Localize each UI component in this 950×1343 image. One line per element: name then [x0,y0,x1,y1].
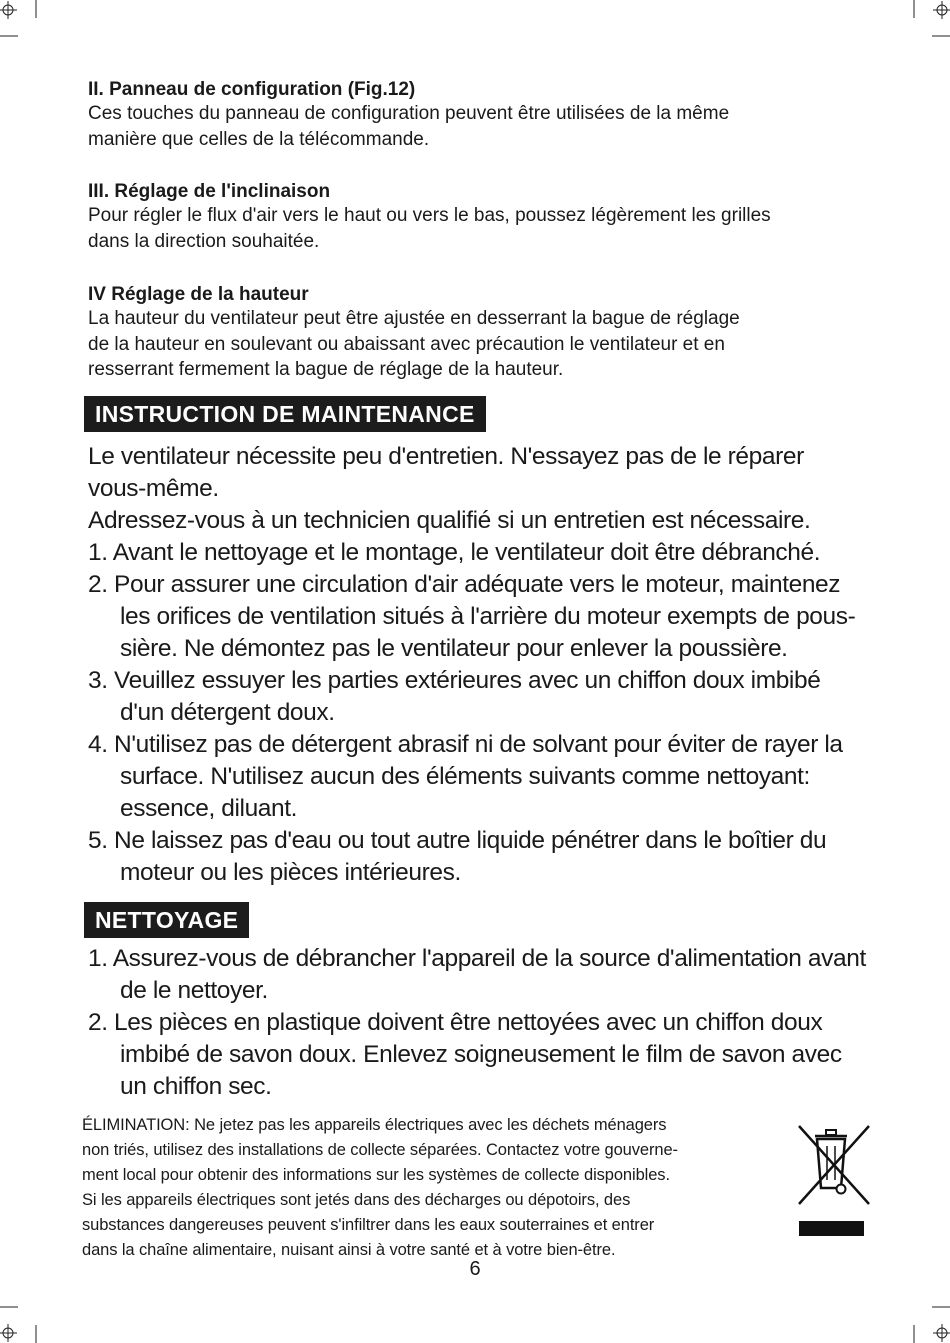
crop-mark-top-left [0,0,40,40]
crop-mark-bottom-right [910,1303,950,1343]
text-line: Pour régler le flux d'air vers le haut ou vers le bas, poussez légèrement les grilles [88,205,771,226]
cleaning-item-1: 1. Assurez-vous de débrancher l'appareil de la source d'alimentation avant [88,945,866,972]
crop-mark-top-right [910,0,950,40]
maintenance-item-4-cont: surface. N'utilisez aucun des éléments suivants comme nettoyant: [120,763,810,790]
disposal-line: ment local pour obtenir des informations sur les systèmes de collecte disponibles. [82,1166,670,1184]
maintenance-item-2-cont: sière. Ne démontez pas le ventilateur pour enlever la poussière. [120,635,788,662]
section-height-body [88,306,878,383]
text-line: de la hauteur en soulevant ou abaissant avec précaution le ventilateur et en [88,333,725,355]
maintenance-item-5: 5. Ne laissez pas d'eau ou tout autre liquide pénétrer dans le boîtier du [88,827,827,854]
maintenance-item-1: 1. Avant le nettoyage et le montage, le ventilateur doit être débranché. [88,539,821,566]
maintenance-item-4: 4. N'utilisez pas de détergent abrasif ni de solvant pour éviter de rayer la [88,731,843,758]
cleaning-item-2-cont: imbibé de savon doux. Enlevez soigneusement le film de savon avec [120,1041,842,1068]
section-tilt-body [88,203,878,254]
maintenance-item-4-cont: essence, diluant. [120,795,298,822]
crossed-out-wheelie-bin-icon [795,1120,873,1210]
cleaning-heading: NETTOYAGE [84,902,249,938]
section-config-title: II. Panneau de configuration (Fig.12) [88,79,416,100]
maintenance-body [88,441,888,889]
cleaning-item-2: 2. Les pièces en plastique doivent être nettoyées avec un chiffon doux [88,1009,823,1036]
maintenance-item-5-cont: moteur ou les pièces intérieures. [120,859,461,886]
maintenance-heading: INSTRUCTION DE MAINTENANCE [84,396,486,432]
disposal-notice [82,1113,792,1263]
page-number: 6 [469,1258,481,1280]
cleaning-item-2-cont: un chiffon sec. [120,1073,272,1100]
disposal-line: ÉLIMINATION: Ne jetez pas les appareils électriques avec les déchets ménagers [82,1116,667,1134]
section-config-body [88,101,878,152]
disposal-black-bar [799,1221,864,1236]
maintenance-intro-line: Adressez-vous à un technicien qualifié si un entretien est nécessaire. [88,507,811,534]
maintenance-item-3-cont: d'un détergent doux. [120,699,335,726]
text-line: manière que celles de la télécommande. [88,128,430,150]
disposal-line: substances dangereuses peuvent s'infiltrer dans les eaux souterraines et entrer [82,1216,655,1234]
maintenance-intro-line: Le ventilateur nécessite peu d'entretien. N'essayez pas de le réparer [88,443,804,470]
text-line: resserrant fermement la bague de réglage de la hauteur. [88,359,564,380]
section-height-title: IV Réglage de la hauteur [88,284,309,305]
maintenance-intro-line: vous-même. [88,475,219,502]
text-line: Ces touches du panneau de configuration peuvent être utilisées de la même [88,103,730,124]
maintenance-item-2: 2. Pour assurer une circulation d'air adéquate vers le moteur, maintenez [88,571,841,598]
maintenance-item-2-cont: les orifices de ventilation situés à l'arrière du moteur exempts de pous- [120,603,856,630]
text-line: dans la direction souhaitée. [88,230,320,252]
text-line: La hauteur du ventilateur peut être ajustée en desserrant la bague de réglage [88,308,740,329]
cleaning-item-1-cont: de le nettoyer. [120,977,268,1004]
maintenance-item-3: 3. Veuillez essuyer les parties extérieures avec un chiffon doux imbibé [88,667,821,694]
disposal-line: non triés, utilisez des installations de collecte séparées. Contactez votre gouverne- [82,1141,678,1159]
crop-mark-bottom-left [0,1303,40,1343]
cleaning-body [88,943,888,1103]
disposal-line: Si les appareils électriques sont jetés dans des décharges ou dépotoirs, des [82,1191,631,1209]
section-tilt-title: III. Réglage de l'inclinaison [88,181,331,202]
disposal-line: dans la chaîne alimentaire, nuisant ainsi à votre santé et à votre bien-être. [82,1241,616,1259]
